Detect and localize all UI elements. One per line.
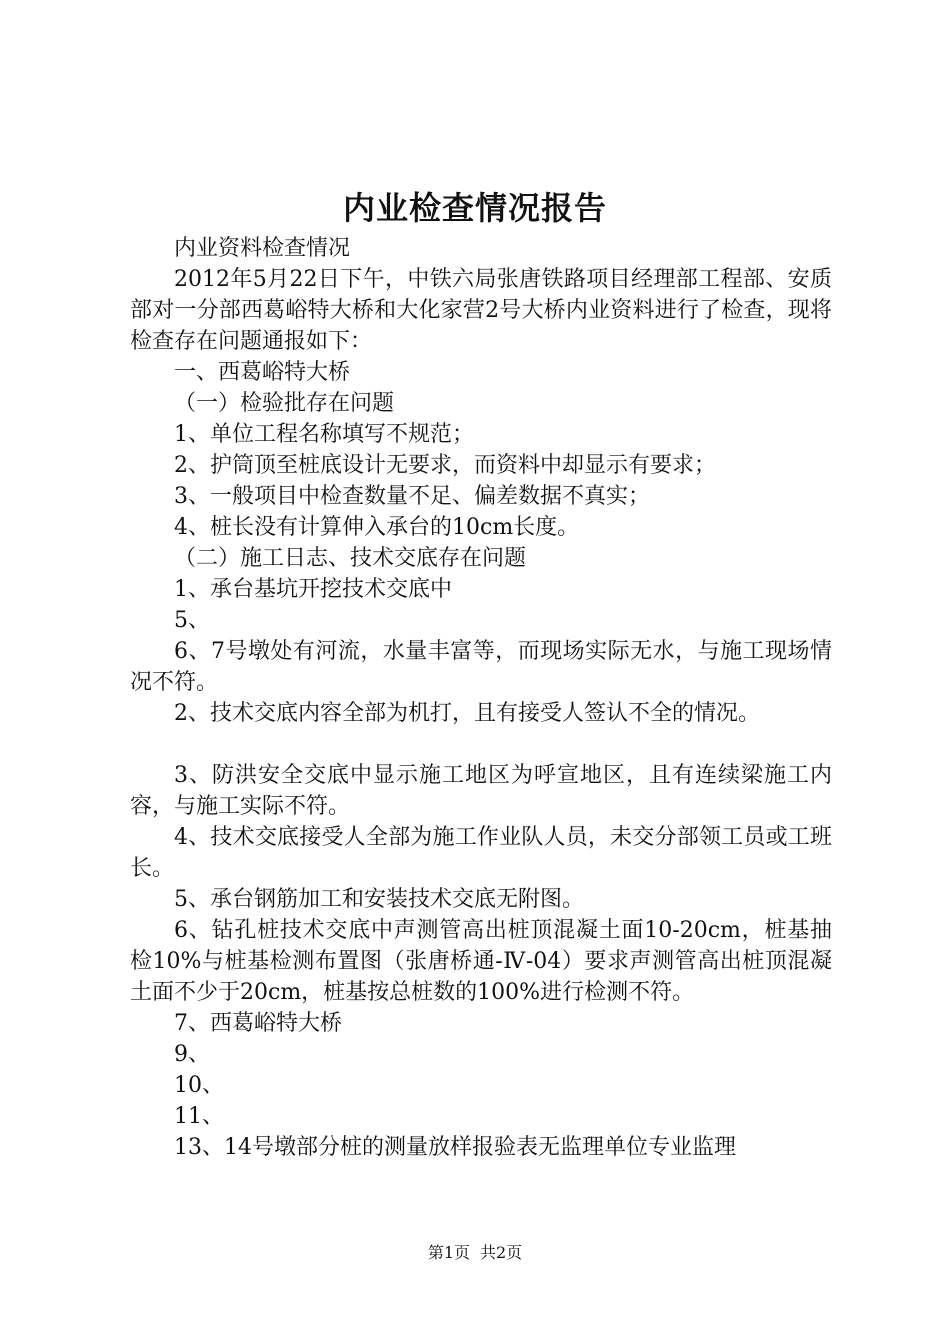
paragraph: 10、 [174, 1073, 224, 1098]
paragraph: 13、14号墩部分桩的测量放样报验表无监理单位专业监理 [174, 1135, 736, 1160]
blank-line [130, 729, 832, 760]
paragraph: 1、承台基坑开挖技术交底中 [174, 577, 452, 602]
paragraph: 9、 [174, 1042, 210, 1067]
paragraph: 4、桩长没有计算伸入承台的10cm长度。 [174, 515, 580, 540]
paragraph: 内业资料检查情况 [174, 236, 351, 261]
paragraph: 11、 [174, 1104, 224, 1129]
paragraph: （一）检验批存在问题 [174, 391, 395, 416]
document-body [130, 233, 832, 1163]
document-title: 内业检查情况报告 [342, 189, 607, 227]
page-number-total: 共2页 [480, 1243, 523, 1262]
paragraph: 2012年5月22日下午，中铁六局张唐铁路项目经理部工程部、安质部对一分部西葛峪特大桥和大化家营2号大桥内业资料进行了检查，现将检查存在问题通报如下： [130, 267, 832, 354]
paragraph: 1、单位工程名称填写不规范； [174, 422, 474, 447]
page-footer [0, 1242, 950, 1264]
paragraph: 4、技术交底接受人全部为施工作业队人员，未交分部领工员或工班长。 [130, 825, 832, 881]
paragraph: 6、钻孔桩技术交底中声测管高出桩顶混凝土面10-20cm，桩基抽检10%与桩基检测布置图（张唐桥通-Ⅳ-04）要求声测管高出桩顶混凝土面不少于20cm，桩基按总桩数的100%进行检测不符。 [130, 918, 832, 1005]
paragraph: 一、西葛峪特大桥 [174, 360, 351, 385]
paragraph: 2、技术交底内容全部为机打，且有接受人签认不全的情况。 [174, 701, 760, 726]
paragraph: （二）施工日志、技术交底存在问题 [174, 546, 527, 571]
page-number-current: 第1页 [427, 1243, 470, 1262]
paragraph: 3、一般项目中检查数量不足、偏差数据不真实； [174, 484, 650, 509]
paragraph: 6、7号墩处有河流，水量丰富等，而现场实际无水，与施工现场情况不符。 [130, 639, 832, 695]
paragraph: 3、防洪安全交底中显示施工地区为呼宣地区，且有连续梁施工内容，与施工实际不符。 [130, 763, 832, 819]
paragraph: 7、西葛峪特大桥 [174, 1011, 342, 1036]
paragraph: 5、 [174, 608, 210, 633]
paragraph: 2、护筒顶至桩底设计无要求，而资料中却显示有要求； [174, 453, 716, 478]
paragraph: 5、承台钢筋加工和安装技术交底无附图。 [174, 887, 584, 912]
